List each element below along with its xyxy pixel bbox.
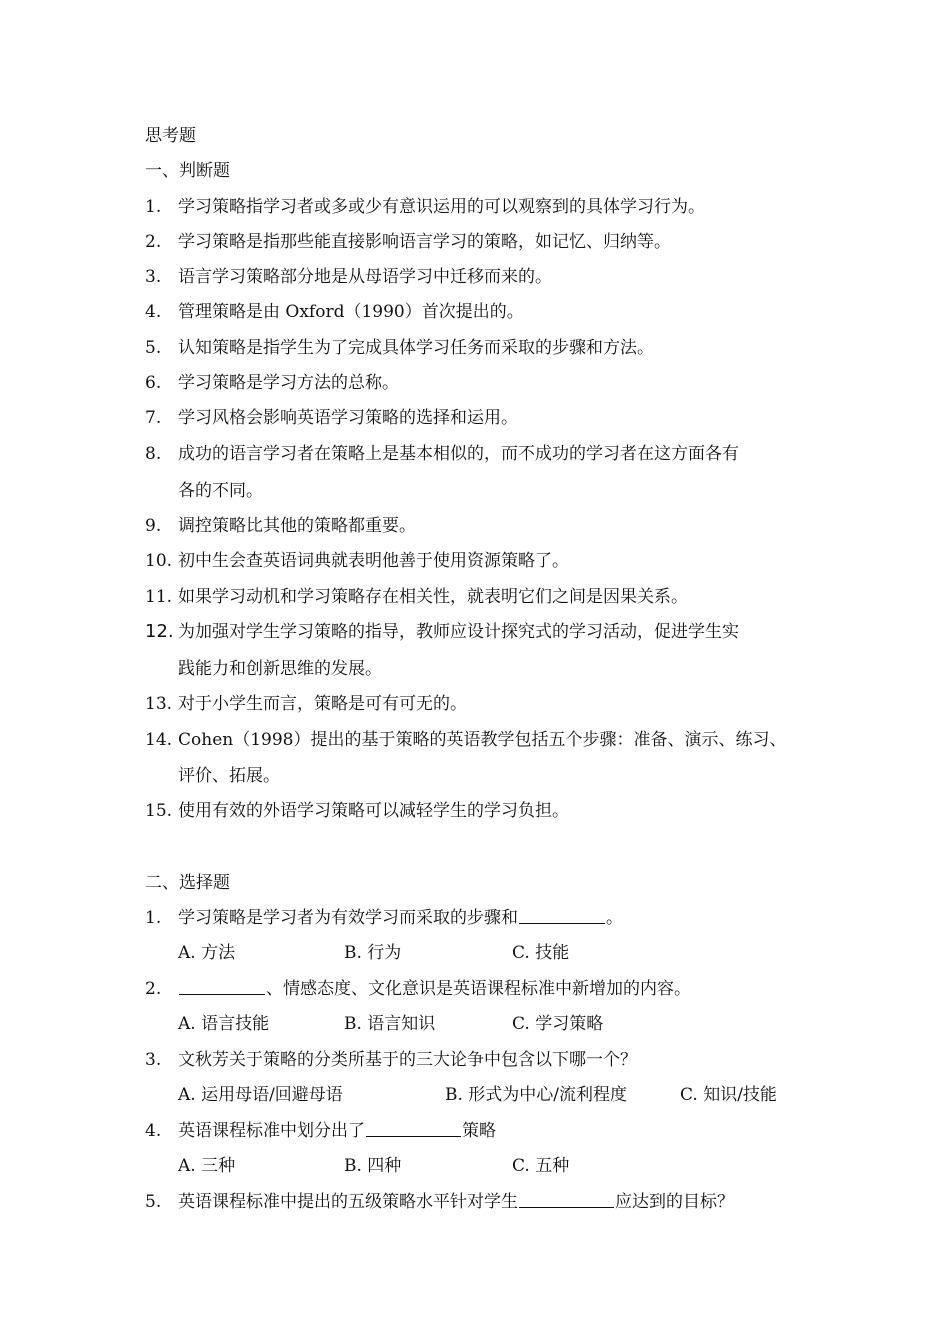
option-a: A. 语言技能 bbox=[178, 1014, 270, 1034]
list-item bbox=[0, 436, 950, 472]
item-number: 15. bbox=[145, 801, 173, 821]
question-item bbox=[0, 971, 950, 1007]
item-continuation: 各的不同。 bbox=[178, 481, 263, 501]
item-text: 管理策略是由 Oxford（1990）首次提出的。 bbox=[178, 302, 524, 322]
list-item bbox=[0, 686, 950, 722]
item-number: 2. bbox=[145, 232, 162, 252]
item-text: 成功的语言学习者在策略上是基本相似的，而不成功的学习者在这方面各有 bbox=[178, 444, 739, 464]
option-a: A. 三种 bbox=[178, 1156, 236, 1176]
item-number: 13. bbox=[145, 694, 173, 714]
question-text: 学习策略是学习者为有效学习而采取的步骤和 。 bbox=[178, 900, 623, 936]
item-text: 对于小学生而言，策略是可有可无的。 bbox=[178, 694, 467, 714]
options-row bbox=[0, 1148, 950, 1184]
option-c: C. 知识/技能 bbox=[680, 1085, 777, 1105]
list-item bbox=[0, 294, 950, 330]
question-number: 3. bbox=[145, 1050, 162, 1070]
question-item bbox=[0, 1184, 950, 1220]
option-c: C. 技能 bbox=[512, 943, 570, 963]
section-1-heading: 一、判断题 bbox=[145, 161, 230, 181]
item-number: 11. bbox=[145, 587, 173, 607]
question-item bbox=[0, 1042, 950, 1078]
list-item bbox=[0, 365, 950, 401]
item-number: 3. bbox=[145, 267, 162, 287]
item-continuation: 评价、拓展。 bbox=[178, 766, 280, 786]
item-text: Cohen（1998）提出的基于策略的英语教学包括五个步骤：准备、演示、练习、 bbox=[178, 730, 787, 750]
item-number: 12. bbox=[145, 621, 174, 642]
item-number: 9. bbox=[145, 516, 162, 536]
item-number: 4. bbox=[145, 302, 162, 322]
item-text: 学习策略指学习者或多或少有意识运用的可以观察到的具体学习行为。 bbox=[178, 197, 705, 217]
question-text: 英语课程标准中提出的五级策略水平针对学生 应达到的目标？ bbox=[178, 1184, 734, 1220]
list-item bbox=[0, 189, 950, 225]
item-text: 初中生会查英语词典就表明他善于使用资源策略了。 bbox=[178, 551, 569, 571]
list-item bbox=[0, 330, 950, 366]
item-text: 如果学习动机和学习策略存在相关性，就表明它们之间是因果关系。 bbox=[178, 587, 688, 607]
list-item bbox=[0, 259, 950, 295]
option-a: A. 方法 bbox=[178, 943, 236, 963]
item-text: 调控策略比其他的策略都重要。 bbox=[178, 516, 416, 536]
item-text: 语言学习策略部分地是从母语学习中迁移而来的。 bbox=[178, 267, 552, 287]
list-item bbox=[0, 508, 950, 544]
answer-blank bbox=[366, 1118, 461, 1137]
option-b: B. 四种 bbox=[344, 1156, 402, 1176]
item-number: 1. bbox=[145, 197, 162, 217]
item-text: 使用有效的外语学习策略可以减轻学生的学习负担。 bbox=[178, 801, 569, 821]
question-item bbox=[0, 1113, 950, 1149]
answer-blank bbox=[519, 1189, 614, 1208]
list-item bbox=[0, 400, 950, 436]
item-continuation: 践能力和创新思维的发展。 bbox=[178, 659, 382, 679]
option-c: C. 五种 bbox=[512, 1156, 570, 1176]
item-number: 6. bbox=[145, 373, 162, 393]
list-item bbox=[0, 722, 950, 758]
answer-blank bbox=[519, 905, 605, 924]
options-row bbox=[0, 1006, 950, 1042]
item-text: 学习策略是学习方法的总称。 bbox=[178, 373, 399, 393]
option-b: B. 形式为中心/流利程度 bbox=[445, 1085, 628, 1105]
item-text: 为加强对学生学习策略的指导，教师应设计探究式的学习活动，促进学生实 bbox=[178, 622, 739, 642]
section-2-heading: 二、选择题 bbox=[145, 873, 230, 893]
question-number: 5. bbox=[145, 1192, 162, 1212]
item-number: 8. bbox=[145, 444, 162, 464]
option-c: C. 学习策略 bbox=[512, 1014, 604, 1034]
question-item bbox=[0, 900, 950, 936]
document-title: 思考题 bbox=[145, 126, 196, 146]
question-text: 英语课程标准中划分出了 策略 bbox=[178, 1113, 496, 1149]
item-number: 7. bbox=[145, 408, 162, 428]
question-text: 文秋芳关于策略的分类所基于的三大论争中包含以下哪一个？ bbox=[178, 1050, 637, 1070]
item-number: 10. bbox=[145, 551, 173, 571]
question-number: 4. bbox=[145, 1121, 162, 1141]
options-row bbox=[0, 935, 950, 971]
answer-blank bbox=[179, 976, 265, 995]
item-text: 学习风格会影响英语学习策略的选择和运用。 bbox=[178, 408, 518, 428]
list-item bbox=[0, 579, 950, 615]
options-row bbox=[0, 1077, 950, 1113]
option-b: B. 语言知识 bbox=[344, 1014, 436, 1034]
list-item bbox=[0, 224, 950, 260]
option-b: B. 行为 bbox=[344, 943, 402, 963]
item-number: 14. bbox=[145, 730, 173, 750]
question-number: 2. bbox=[145, 979, 162, 999]
list-item bbox=[0, 614, 950, 650]
list-item bbox=[0, 793, 950, 829]
option-a: A. 运用母语/回避母语 bbox=[178, 1085, 343, 1105]
list-item bbox=[0, 543, 950, 579]
item-number: 5. bbox=[145, 338, 162, 358]
question-text: 、情感态度、文化意识是英语课程标准中新增加的内容。 bbox=[178, 971, 691, 1007]
item-text: 学习策略是指那些能直接影响语言学习的策略，如记忆、归纳等。 bbox=[178, 232, 671, 252]
item-text: 认知策略是指学生为了完成具体学习任务而采取的步骤和方法。 bbox=[178, 338, 654, 358]
question-number: 1. bbox=[145, 908, 162, 928]
